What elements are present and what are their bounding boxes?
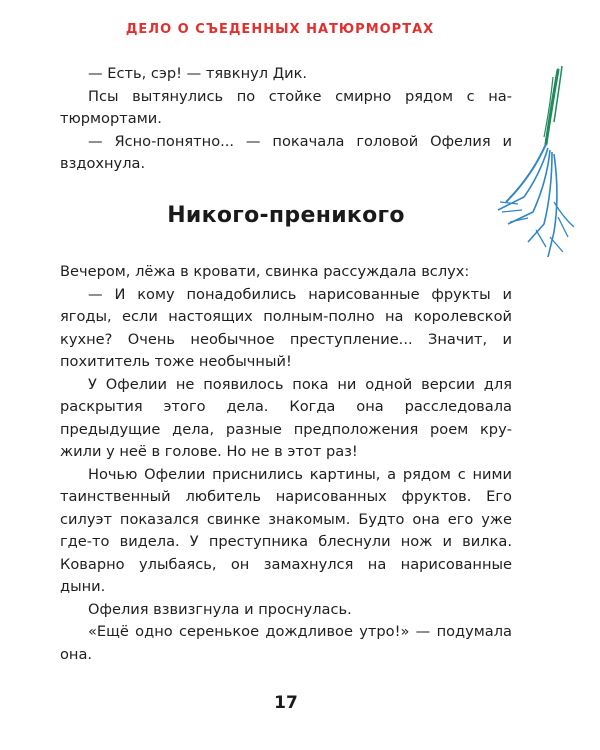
paragraph: Вечером, лёжа в кровати, свинка рассуждала вслух: [60, 263, 470, 280]
paragraph: — Ясно-понятно... — покачала головой Офелия и вздохнула. [60, 132, 512, 172]
paragraph: У Офелии не появилось пока ни одной версии для раскрытия этого дела. Когда она расследовала предыдущие дела, разные предположения роем кружили у неё в голове. Но не в этот раз! [60, 375, 512, 460]
running-header: ДЕЛО О СЪЕДЕННЫХ НАТЮРМОРТАХ [125, 22, 435, 37]
paragraph: «Ещё одно серенькое дождливое утро!» — подумала она. [60, 623, 512, 663]
page-number: 17 [274, 693, 298, 713]
chapter-title: Никого-преникого [167, 203, 405, 228]
main-text-block [60, 261, 512, 666]
paragraph: — Есть, сэр! — тявкнул Дик. [88, 65, 308, 82]
top-text-block [60, 63, 512, 176]
paragraph: Псы вытянулись по стойке смирно рядом с натюрмортами. [60, 87, 512, 127]
paragraph: Офелия взвизгнула и проснулась. [88, 600, 352, 618]
paragraph: Ночью Офелии приснились картины, а рядом с ними таинственный любитель нарисованных фруктов. Его силуэт показался свинке знакомым. Будто она его уже где-то видела. У преступника блеснули нож и вилка. Коварно улыбаясь, он замахнулся на нарисованные дыни. [60, 465, 512, 595]
paragraph: — И кому понадобились нарисованные фрукты и ягоды, если настоящих полным-полно на королевской кухне? Очень необычное преступление... Значит, и похититель тоже необычный! [60, 285, 512, 370]
